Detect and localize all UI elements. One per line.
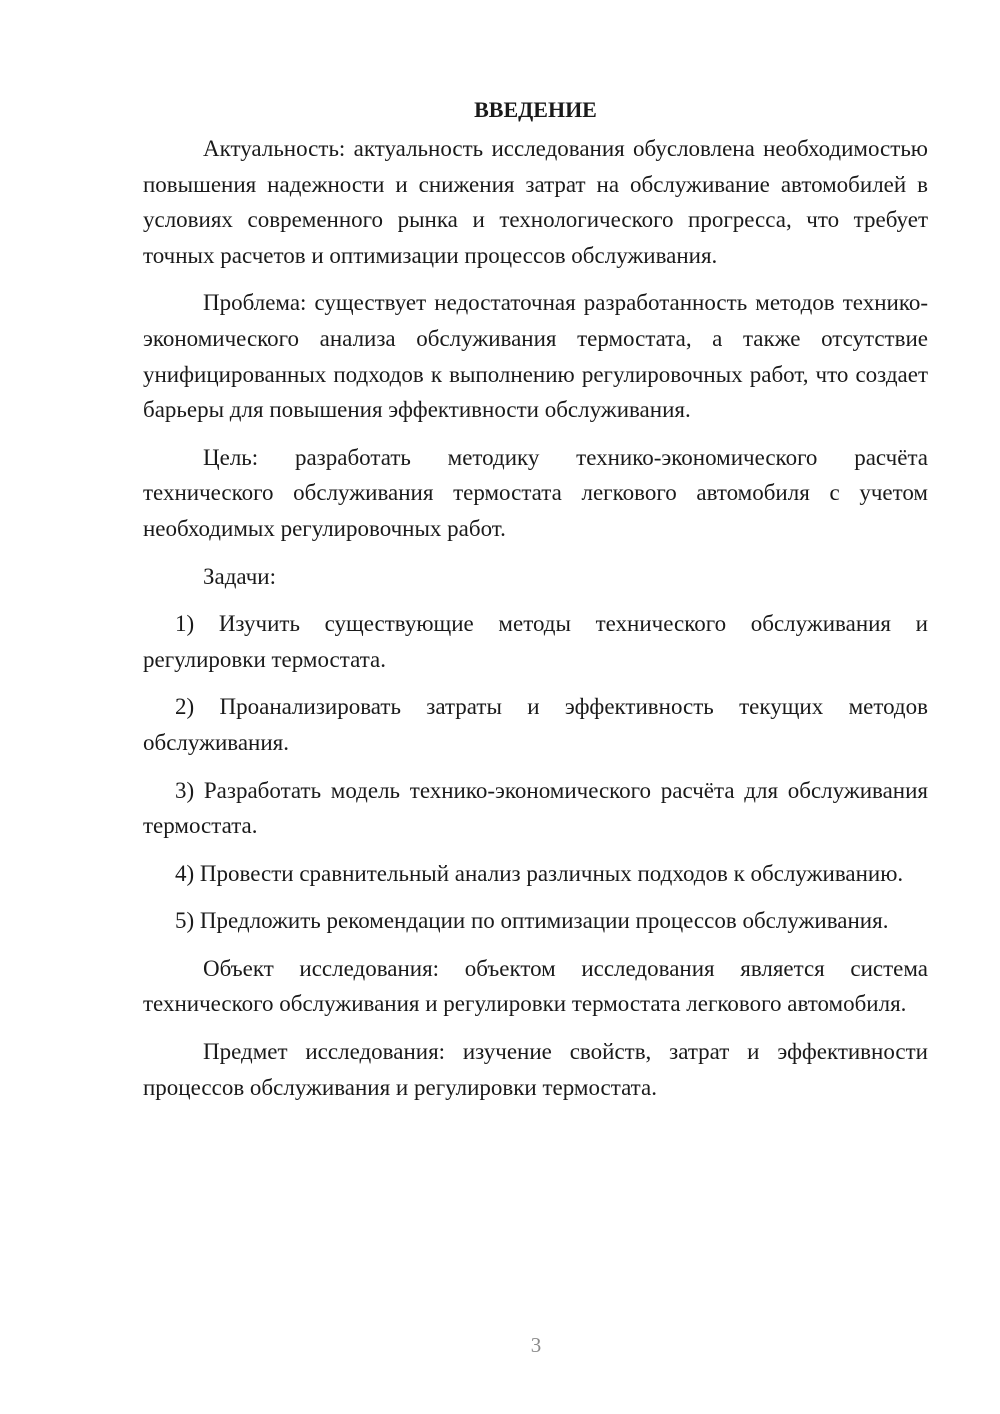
subject-paragraph: Предмет исследования: изучение свойств, затрат и эффективности процессов обслуживания и регулировки термостата. [143,1039,928,1100]
task-item-3: 3) Разработать модель технико-экономического расчёта для обслуживания термостата. [143,777,928,839]
task-item-4: 4) Провести сравнительный анализ различных подходов к обслуживанию. [175,860,904,886]
document-page [143,92,928,1105]
task-item-5: 5) Предложить рекомендации по оптимизации процессов обслуживания. [175,908,889,934]
page-number: 3 [530,1333,542,1357]
relevance-paragraph: Актуальность: актуальность исследования обусловлена необходимостью повышения надежности и снижения затрат на обслуживание автомобилей в условиях современного рынка и технологического прогресса, что требует точных расчетов и оптимизации процессов обслуживания. [143,136,928,268]
problem-paragraph: Проблема: существует недостаточная разработанность методов технико-экономического анализа обслуживания термостата, а также отсутствие унифицированных подходов к выполнению регулировочных работ, что создает барьеры для повышения эффективности обслуживания. [143,290,928,423]
object-paragraph: Объект исследования: объектом исследования является система технического обслуживания и регулировки термостата легкового автомобиля. [143,955,928,1017]
goal-paragraph: Цель: разработать методику технико-экономического расчёта технического обслуживания термостата легкового автомобиля с учетом необходимых регулировочных работ. [143,444,928,541]
task-item-1: 1) Изучить существующие методы технического обслуживания и регулировки термостата. [143,611,928,672]
tasks-label: Задачи: [203,563,276,589]
page-title: ВВЕДЕНИЕ [474,97,597,122]
task-item-2: 2) Проанализировать затраты и эффективность текущих методов обслуживания. [143,694,928,755]
